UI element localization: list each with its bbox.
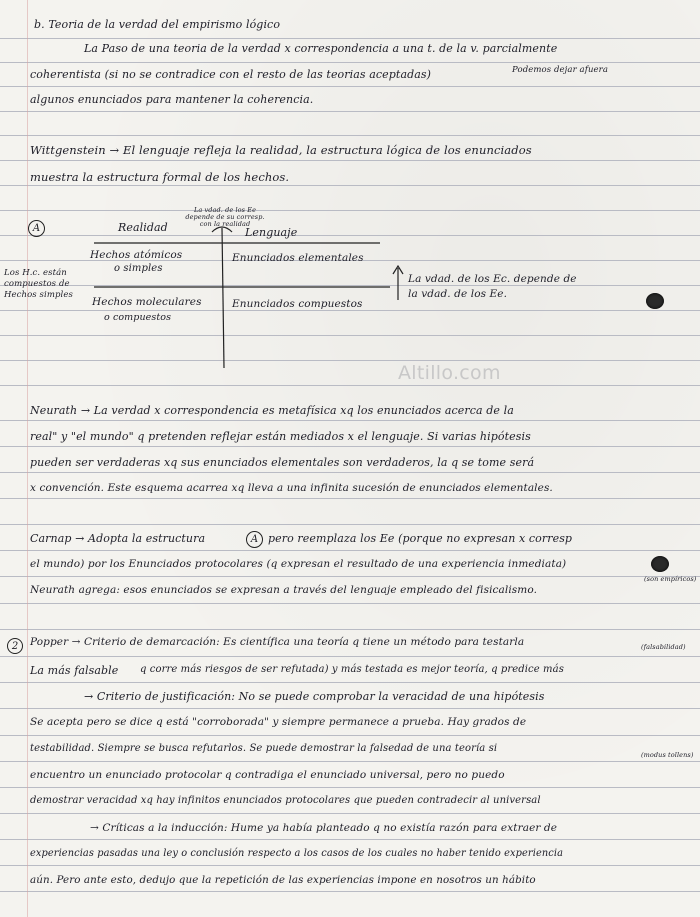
- margin-note: Podemos dejar afuera: [512, 65, 608, 75]
- diagram-realidad: Realidad: [118, 221, 168, 234]
- text-line: demostrar veracidad xq hay infinitos enunciados protocolares que pueden contradecir al universal: [30, 795, 541, 806]
- margin-note: (son empíricos): [644, 575, 697, 583]
- text-line: x convención. Este esquema acarrea xq lleva a una infinita sucesión de enunciados elementales.: [30, 482, 553, 494]
- text-line: Carnap → Adopta la estructura: [30, 532, 206, 545]
- diagram-hechos-atomicos: Hechos atómicos: [90, 249, 183, 261]
- text-line: → Criterio de justificación: No se puede comprobar la veracidad de una hipótesis: [84, 690, 545, 703]
- watermark: Altillo.com: [398, 362, 501, 384]
- diagram-left-note: Hechos simples: [4, 290, 73, 300]
- text-line: La más falsable: [30, 664, 119, 677]
- diagram-right-note: La vdad. de los Ec. depende de: [408, 273, 577, 285]
- diagram-o-compuestos: o compuestos: [104, 312, 172, 323]
- text-line: real" y "el mundo" q pretenden reflejar están mediados x el lenguaje. Si varias hipótesis: [30, 430, 531, 443]
- text-line: testabilidad. Siempre se busca refutarlos. Se puede demostrar la falsedad de una teoría si: [30, 743, 498, 754]
- text-line: Neurath → La verdad x correspondencia es metafísica xq los enunciados acerca de la: [30, 404, 514, 417]
- text-line: coherentista (si no se contradice con el resto de las teorias aceptadas): [30, 68, 432, 81]
- text-line: el mundo) por los Enunciados protocolares (q expresan el resultado de una experiencia inmediata): [30, 558, 567, 570]
- diagram-divider: [222, 228, 224, 368]
- diagram-left-note: Los H.c. están: [4, 268, 67, 278]
- text-line: → Críticas a la inducción: Hume ya había planteado q no existía razón para extraer de: [90, 822, 558, 834]
- text-line: aún. Pero ante esto, dedujo que la repetición de las experiencias impone en nosotros un hábito: [30, 874, 536, 886]
- marker-two: 2: [7, 638, 23, 654]
- text-line: Popper → Criterio de demarcación: Es científica una teoría q tiene un método para testarla: [30, 636, 525, 648]
- diagram-enunciados-compuestos: Enunciados compuestos: [232, 298, 363, 310]
- diagram-top-note: La vdad. de los Ee depende de su corresp. con la realidad: [185, 206, 265, 228]
- text-line: muestra la estructura formal de los hechos.: [30, 170, 290, 184]
- section-heading: b. Teoria de la verdad del empirismo lógico: [34, 18, 281, 31]
- text-line: Wittgenstein → El lenguaje refleja la realidad, la estructura lógica de los enunciados: [30, 143, 532, 157]
- diagram-enunciados-elementales: Enunciados elementales: [232, 252, 364, 264]
- marker-a: A: [28, 220, 45, 237]
- text-line: experiencias pasadas una ley o conclusión respecto a los casos de los cuales no haber tenido experiencia: [30, 848, 564, 859]
- margin-note: (falsabilidad): [641, 643, 686, 651]
- text-line: Se acepta pero se dice q está "corroborada" y siempre permanece a prueba. Hay grados de: [30, 716, 527, 728]
- diagram-left-note: compuestos de: [4, 279, 70, 289]
- diagram-o-simples: o simples: [114, 263, 163, 274]
- text-line: pueden ser verdaderas xq sus enunciados elementales son verdaderos, la q se tome será: [30, 456, 535, 469]
- diagram-lenguaje: Lenguaje: [245, 226, 298, 239]
- diagram-hechos-moleculares: Hechos moleculares: [92, 296, 202, 308]
- diagram-arrow-up: [393, 266, 403, 300]
- text-line: encuentro un enunciado protocolar q contradiga el enunciado universal, pero no puedo: [30, 769, 505, 781]
- text-line: algunos enunciados para mantener la coherencia.: [30, 93, 314, 106]
- text-line: Neurath agrega: esos enunciados se expresan a través del lenguaje empleado del fisicalismo.: [30, 584, 538, 596]
- marker-a: A: [246, 531, 263, 548]
- text-line: q corre más riesgos de ser refutada) y más testada es mejor teoría, q predice más: [140, 664, 564, 675]
- margin-note: (modus tollens): [641, 751, 694, 759]
- text-line: La Paso de una teoria de la verdad x correspondencia a una t. de la v. parcialmente: [84, 42, 558, 55]
- text-line: pero reemplaza los Ee (porque no expresan x corresp: [268, 532, 573, 545]
- diagram-right-note: la vdad. de los Ee.: [408, 288, 508, 300]
